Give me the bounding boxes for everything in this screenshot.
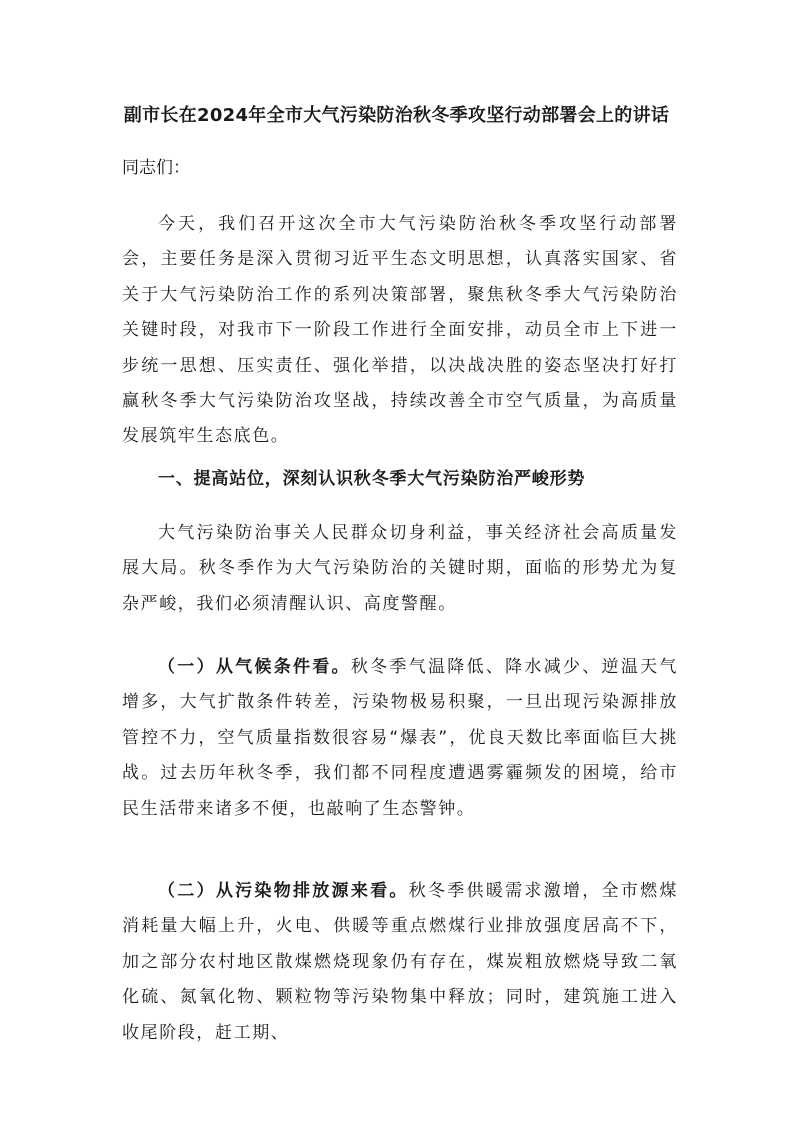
- point-1-paragraph: [122, 650, 678, 827]
- point-1-lead: （一）从气候条件看。: [158, 657, 351, 677]
- point-2-paragraph: [122, 874, 678, 1051]
- document-title: 副市长在2024年全市大气污染防治秋冬季攻坚行动部署会上的讲话: [123, 105, 670, 126]
- greeting: 同志们：: [122, 158, 190, 178]
- point-1-body: 秋冬季气温降低、降水减少、逆温天气增多，大气扩散条件转差，污染物极易积聚，一旦出现污染源排放管控不力，空气质量指数很容易“爆表”，优良天数比率面临巨大挑战。过去历年秋冬季，我们都不同程度遭遇雾霾频发的困境，给市民生活带来诸多不便，也敲响了生态警钟。: [122, 657, 679, 819]
- intro-paragraph: 今天，我们召开这次全市大气污染防治秋冬季攻坚行动部署会，主要任务是深入贯彻习近平生态文明思想，认真落实国家、省关于大气污染防治工作的系列决策部署，聚焦秋冬季大气污染防治关键时段，对我市下一阶段工作进行全面安排，动员全市上下进一步统一思想、压实责任、强化举措，以决战决胜的姿态坚决打好打赢秋冬季大气污染防治攻坚战，持续改善全市空气质量，为高质量发展筑牢生态底色。: [122, 214, 678, 447]
- point-2-lead: （二）从污染物排放源来看。: [158, 881, 409, 901]
- section-heading: 一、提高站位，深刻认识秋冬季大气污染防治严峻形势: [158, 469, 586, 489]
- section-paragraph: 大气污染防治事关人民群众切身利益，事关经济社会高质量发展大局。秋冬季作为大气污染防治的关键时期，面临的形势尤为复杂严峻，我们必须清醒认识、高度警醒。: [122, 523, 678, 614]
- point-2-body: 秋冬季供暖需求激增，全市燃煤消耗量大幅上升，火电、供暖等重点燃煤行业排放强度居高不下，加之部分农村地区散煤燃烧现象仍有存在，煤炭粗放燃烧导致二氧化硫、氮氧化物、颗粒物等污染物集中释放；同时，建筑施工进入收尾阶段，赶工期、: [122, 881, 678, 1043]
